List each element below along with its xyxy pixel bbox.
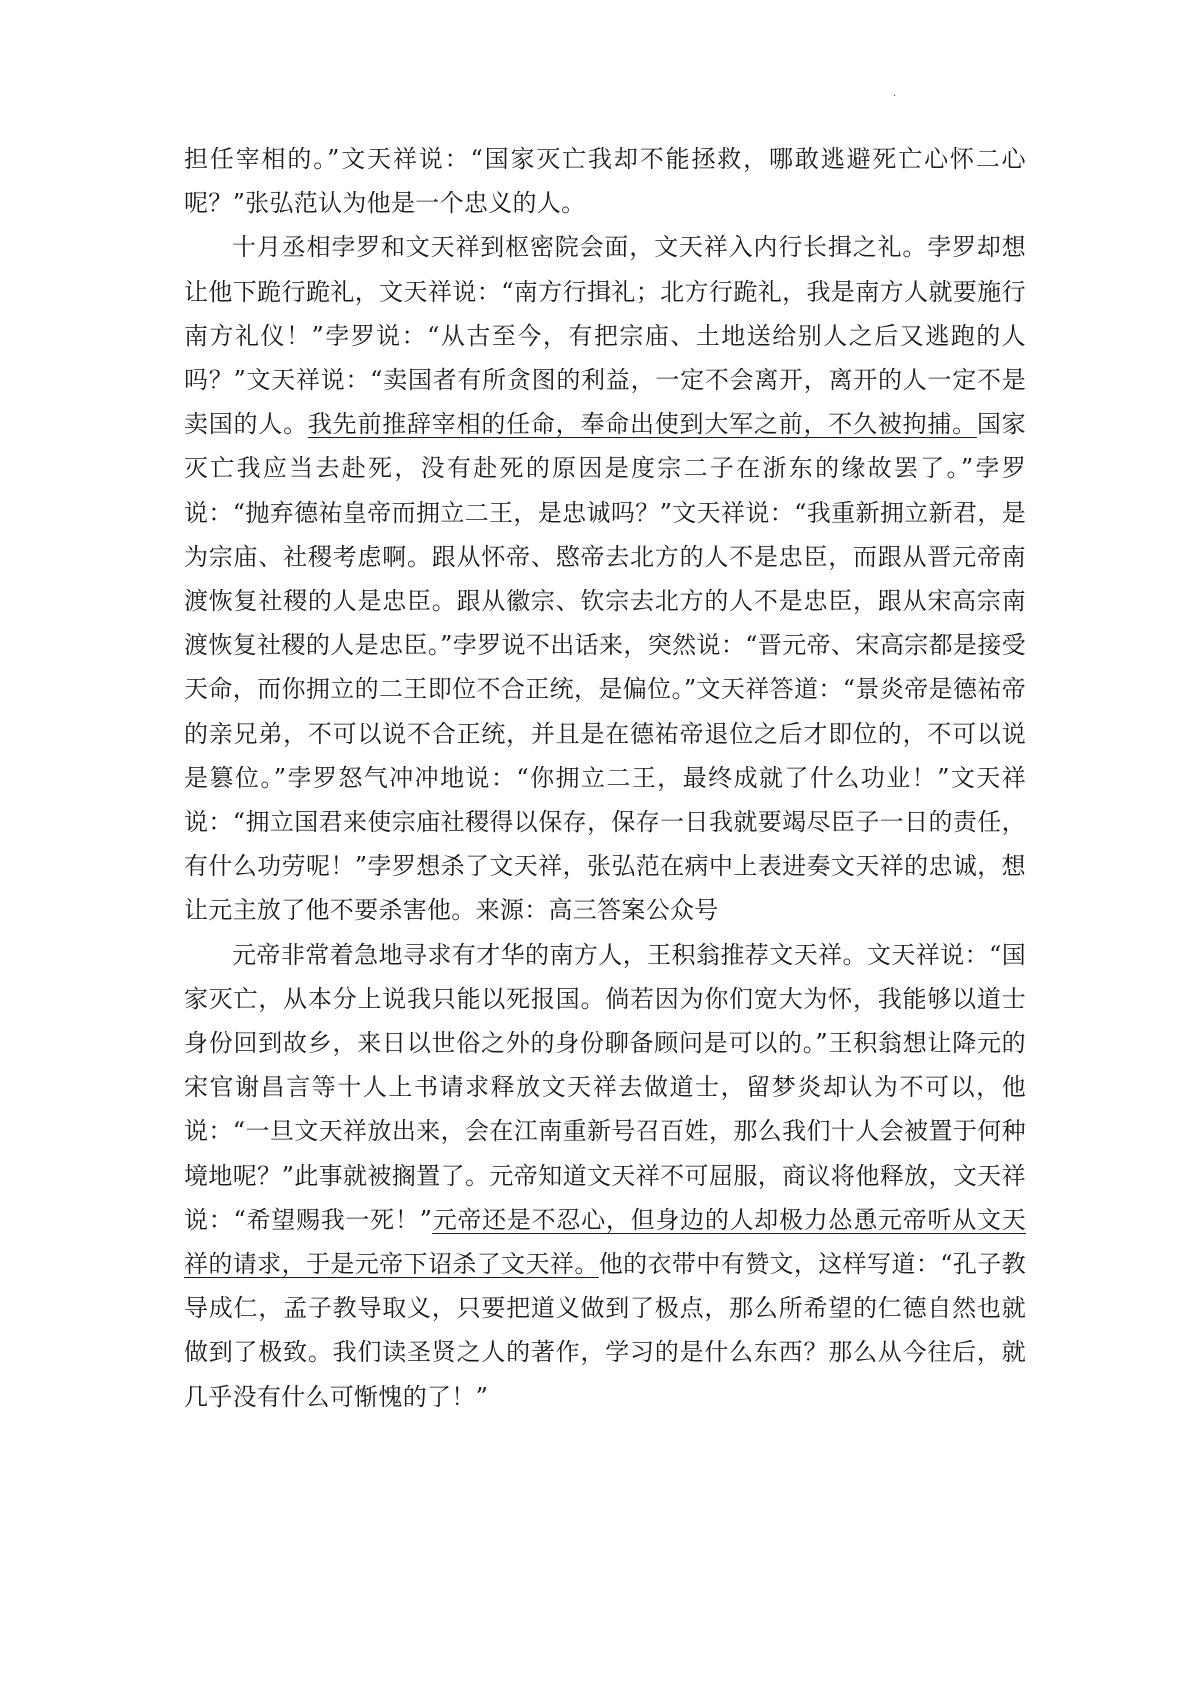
underlined-sentence: 元帝还是不忍心，但身边的人却极力怂恿元帝听从文天祥的请求，于是元帝下诏杀了文天祥。 [184, 1205, 1027, 1279]
paragraph-text: 他的衣带中有赞文，这样写道：“孔子教导成仁，孟子教导取义，只要把道义做到了极点，那么所希望的仁德自然也就做到了极致。我们读圣贤之人的著作，学习的是什么东西？那么从今往后，就几乎没有什么可惭愧的了！” [184, 1250, 1026, 1411]
paragraph [184, 933, 1026, 1419]
paragraph-text: 国家灭亡我应当去赴死，没有赴死的原因是度宗二子在浙东的缘故罢了。”孛罗说：“抛弃德祐皇帝而拥立二王，是忠诚吗？”文天祥说：“我重新拥立新君，是为宗庙、社稷考虑啊。跟从怀帝、愍帝去北方的人不是忠臣，而跟从晋元帝南渡恢复社稷的人是忠臣。跟从徽宗、钦宗去北方的人不是忠臣，跟从宋高宗南渡恢复社稷的人是忠臣。”孛罗说不出话来，突然说：“晋元帝、宋高宗都是接受天命，而你拥立的二王即位不合正统，是偏位。”文天祥答道：“景炎帝是德祐帝的亲兄弟，不可以说不合正统，并且是在德祐帝退位之后才即位的，不可以说是篡位。”孛罗怒气冲冲地说：“你拥立二王，最终成就了什么功业！”文天祥说：“拥立国君来使宗庙社稷得以保存，保存一日我就要竭尽臣子一日的责任，有什么功劳呢！”孛罗想杀了文天祥，张弘范在病中上表进奏文天祥的忠诚，想让元主放了他不要杀害他。来源：高三答案公众号 [184, 410, 1026, 925]
paragraph [184, 137, 1026, 225]
paragraph-text: 担任宰相的。”文天祥说：“国家灭亡我却不能拯救，哪敢逃避死亡心怀二心呢？”张弘范认为他是一个忠义的人。 [184, 145, 1026, 218]
underlined-sentence: 我先前推辞宰相的任命，奉命出使到大军之前，不久被拘捕。 [307, 410, 977, 439]
paragraph-text: 元帝非常着急地寻求有才华的南方人，王积翁推荐文天祥。文天祥说：“国家灭亡，从本分上说我只能以死报国。倘若因为你们宽大为怀，我能够以道士身份回到故乡，来日以世俗之外的身份聊备顾问是可以的。”王积翁想让降元的宋官谢昌言等十人上书请求释放文天祥去做道士，留梦炎却认为不可以，他说：“一旦文天祥放出来，会在江南重新号召百姓，那么我们十人会被置于何种境地呢？”此事就被搁置了。元帝知道文天祥不可屈服，商议将他释放，文天祥说：“希望赐我一死！” [184, 940, 1026, 1234]
paragraph [184, 225, 1026, 932]
paragraph-text: 十月丞相孛罗和文天祥到枢密院会面，文天祥入内行长揖之礼。孛罗却想让他下跪行跪礼，文天祥说：“南方行揖礼；北方行跪礼，我是南方人就要施行南方礼仪！”孛罗说：“从古至今，有把宗庙、土地送给别人之后又逃跑的人吗？”文天祥说：“卖国者有所贪图的利益，一定不会离开，离开的人一定不是卖国的人。 [184, 233, 1026, 439]
page-mark: · [893, 91, 897, 102]
document-body [184, 137, 1026, 1419]
